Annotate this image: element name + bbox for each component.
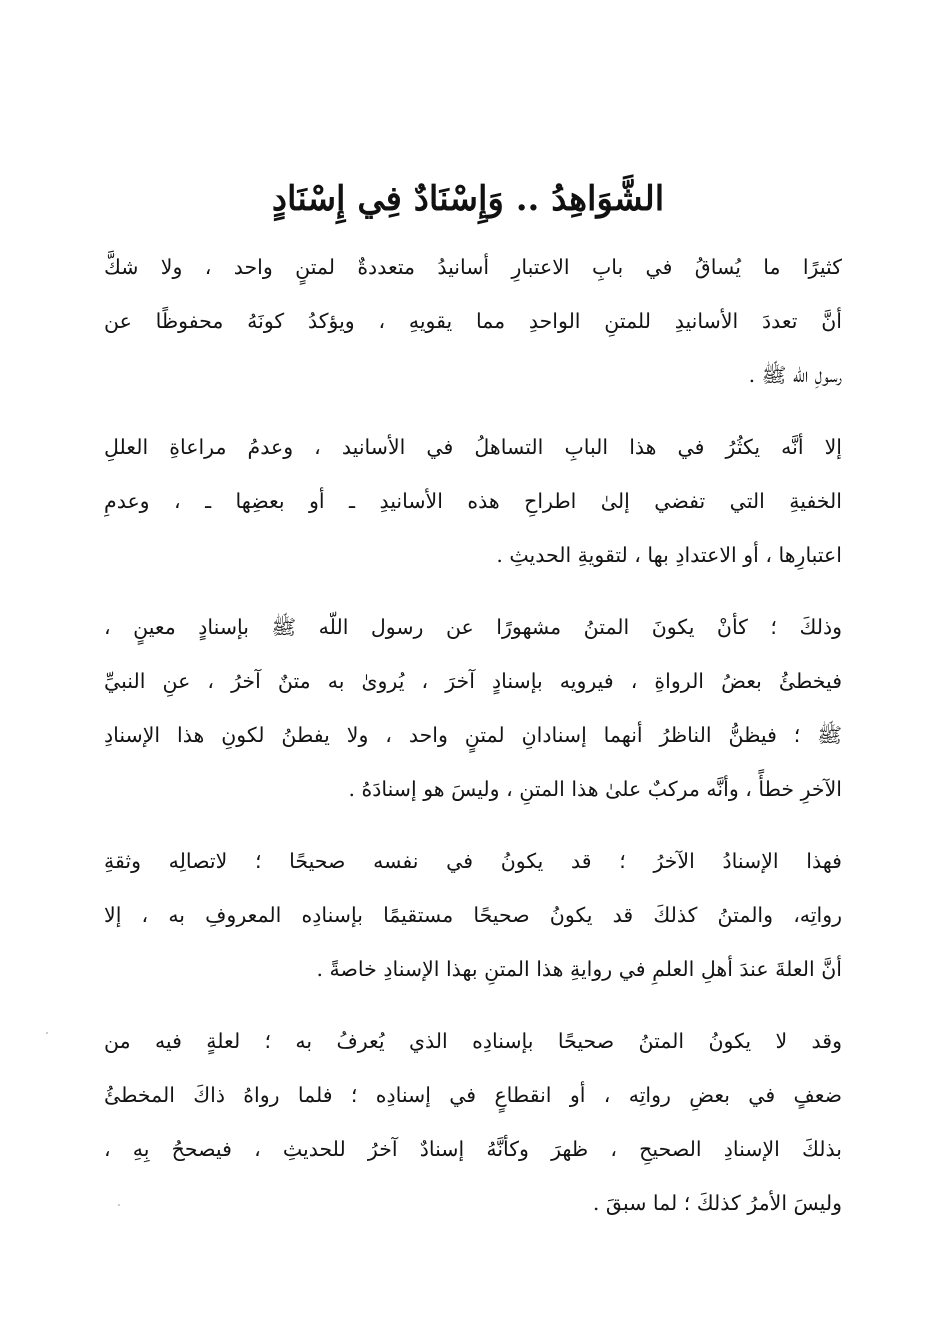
- text-line: وذلكَ ؛ كأنْ يكونَ المتنُ مشهورًا عن رسول اللّه ﷺ بإسنادٍ معينٍ ،: [104, 615, 842, 639]
- paragraph: [104, 420, 842, 582]
- text-line: الآخرِ خطأً ، وأنَّه مركبٌ علىٰ هذا المتنِ ، وليسَ هو إسنادَهُ .: [348, 777, 842, 801]
- text-line: أنَّ العلةَ عندَ أهلِ العلمِ في روايةِ هذا المتنِ بهذا الإسنادِ خاصةً .: [316, 957, 842, 981]
- text-line: إلا أنَّه يكثُرُ في هذا البابِ التساهلُ في الأسانيد ، وعدمُ مراعاةِ العللِ: [104, 435, 842, 459]
- text-line: وليسَ الأمرُ كذلكَ ؛ لما سبقَ .: [592, 1191, 842, 1215]
- text-line: الخفيةِ التي تفضي إلىٰ اطراحِ هذه الأسانيدِ ـ أو بعضِها ـ ، وعدمِ: [104, 489, 842, 513]
- body-text: [104, 240, 842, 1248]
- text-line: ضعفٍ في بعضِ رواتِه ، أو انقطاعٍ في إسنادِه ؛ فلما رواهُ ذاكَ المخطئُ: [104, 1083, 842, 1107]
- text-line: فيخطئُ بعضُ الرواةِ ، فيرويه بإسنادٍ آخرَ ، يُروىٰ به متنٌ آخرُ ، عنِ النبيِّ: [104, 669, 842, 693]
- text-line: ﷺ ؛ فيظنُّ الناظرُ أنهما إسنادانِ لمتنٍ واحد ، ولا يفطنُ لكونِ هذا الإسنادِ: [104, 723, 842, 747]
- text-line: رسولِ اللّه ﷺ .: [748, 363, 842, 387]
- text-line: كثيرًا ما يُساقُ في بابِ الاعتبارِ أسانيدُ متعددةٌ لمتنٍ واحد ، ولا شكَّ: [104, 255, 842, 279]
- paragraph: [104, 240, 842, 402]
- page-title: الشَّوَاهِدُ .. وَإِسْنَادٌ فِي إِسْنَادٍ: [271, 178, 665, 219]
- text-line: اعتبارِها ، أو الاعتدادِ بها ، لتقويةِ الحديثِ .: [496, 543, 842, 567]
- text-line: رواتِه، والمتنُ كذلكَ قد يكونُ صحيحًا مستقيمًا بإسنادِه المعروفِ به ، إلا: [104, 903, 842, 927]
- text-line: أنَّ تعددَ الأسانيدِ للمتنِ الواحدِ مما يقويهِ ، ويؤكدُ كونَهُ محفوظًا عن: [104, 309, 842, 333]
- paragraph: [104, 1014, 842, 1230]
- text-line: فهذا الإسنادُ الآخرُ ؛ قد يكونُ في نفسه صحيحًا ؛ لاتصالِه وثقةِ: [104, 849, 842, 873]
- text-line: بذلكَ الإسنادِ الصحيحِ ، ظهرَ وكأنَّهُ إسنادٌ آخرُ للحديثِ ، فيصححُ بِهِ ،: [104, 1137, 842, 1161]
- scan-speck: [46, 1032, 48, 1034]
- paragraph: [104, 600, 842, 816]
- text-line: وقد لا يكونُ المتنُ صحيحًا بإسنادِه الذي يُعرفُ به ؛ لعلةٍ فيه من: [104, 1029, 842, 1053]
- paragraph: [104, 834, 842, 996]
